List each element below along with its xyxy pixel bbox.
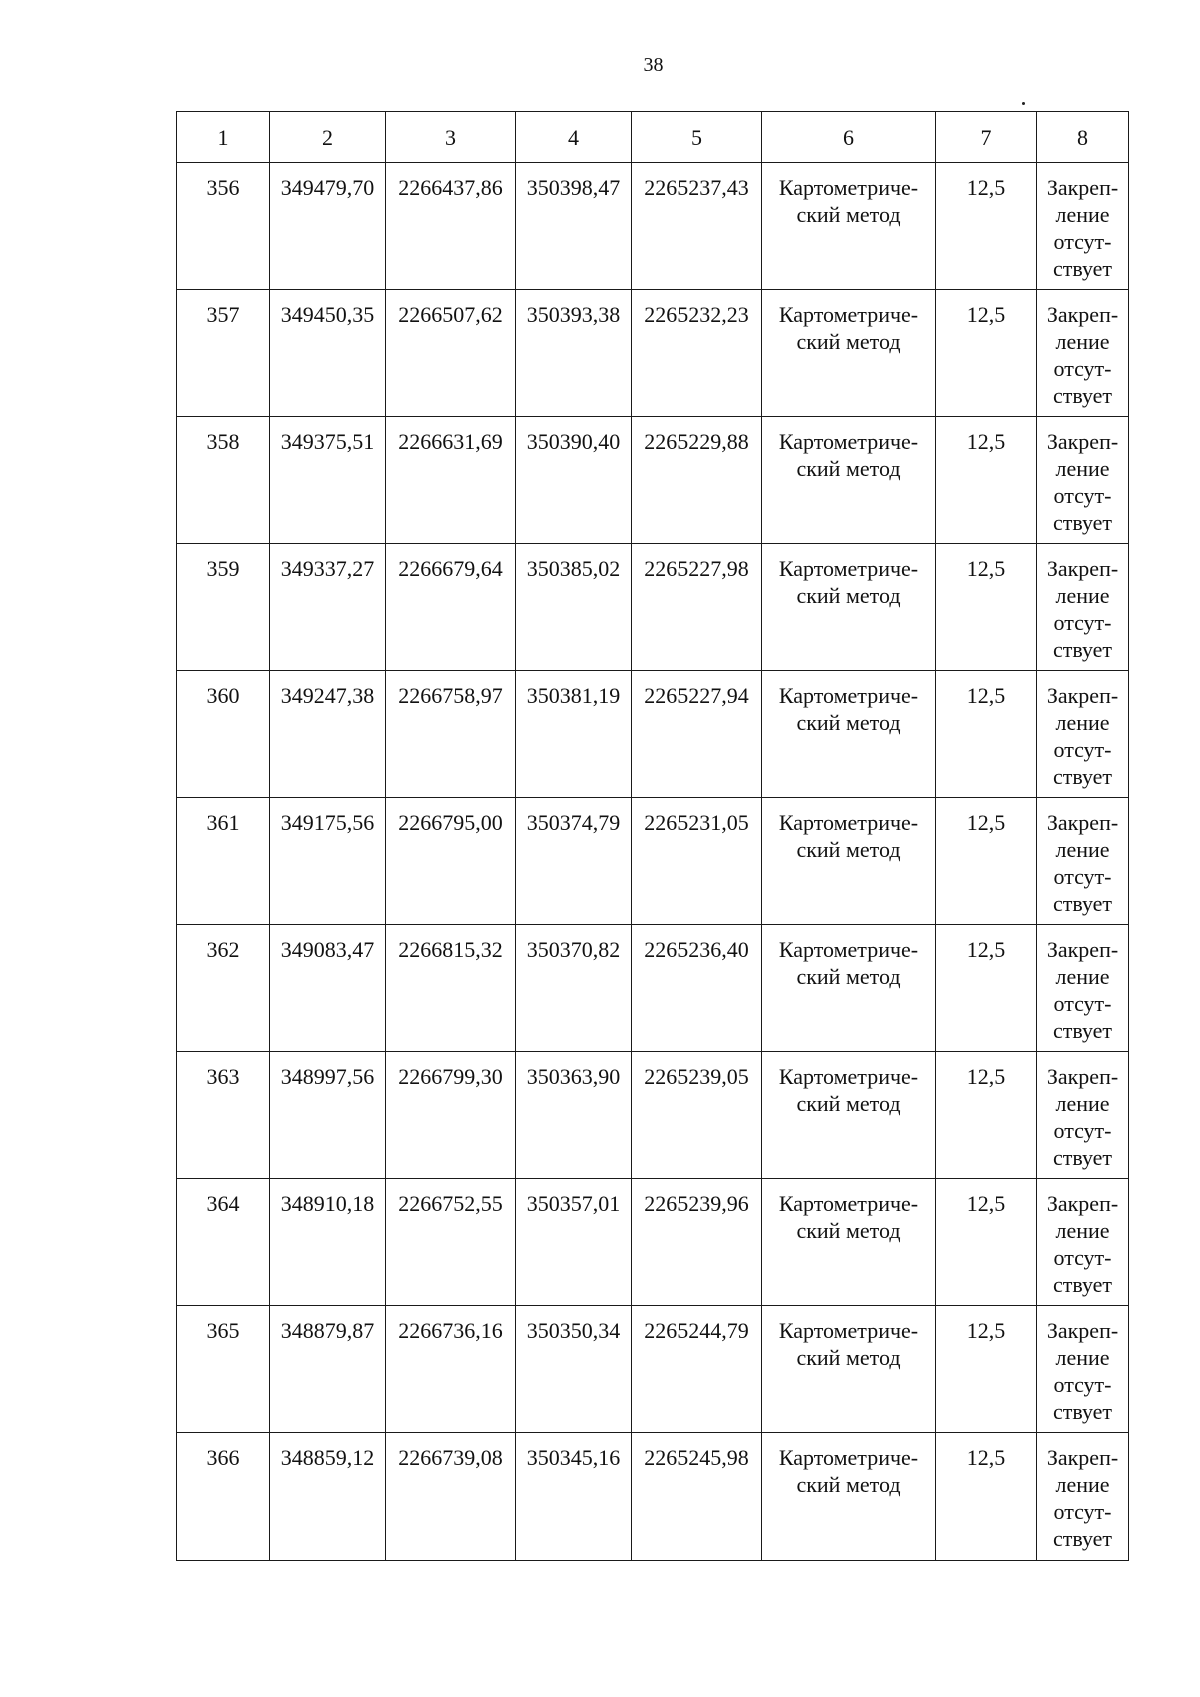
header-cell: 8 — [1037, 112, 1129, 163]
scan-dot — [1022, 102, 1025, 105]
fixation-cell: Закреп- ление отсут- ствует — [1037, 925, 1129, 1052]
accuracy-cell: 12,5 — [936, 798, 1037, 925]
table-row — [177, 798, 1129, 925]
method-cell: Картометриче- ский метод — [762, 1179, 936, 1306]
header-cell: 3 — [386, 112, 516, 163]
table-row — [177, 1306, 1129, 1433]
coordinates-table — [176, 111, 1129, 1561]
table-body — [177, 163, 1129, 1561]
method-cell: Картометриче- ский метод — [762, 1433, 936, 1561]
fixation-cell: Закреп- ление отсут- ствует — [1037, 798, 1129, 925]
y1-coordinate-cell: 2266507,62 — [386, 290, 516, 417]
header-cell: 4 — [516, 112, 632, 163]
header-row — [177, 112, 1129, 163]
point-number-cell: 357 — [177, 290, 270, 417]
point-number-cell: 358 — [177, 417, 270, 544]
accuracy-cell: 12,5 — [936, 1306, 1037, 1433]
table-row — [177, 925, 1129, 1052]
point-number-cell: 361 — [177, 798, 270, 925]
x2-coordinate-cell: 350390,40 — [516, 417, 632, 544]
table-row — [177, 163, 1129, 290]
x2-coordinate-cell: 350374,79 — [516, 798, 632, 925]
y2-coordinate-cell: 2265227,94 — [632, 671, 762, 798]
x2-coordinate-cell: 350381,19 — [516, 671, 632, 798]
point-number-cell: 360 — [177, 671, 270, 798]
x2-coordinate-cell: 350370,82 — [516, 925, 632, 1052]
header-cell: 6 — [762, 112, 936, 163]
point-number-cell: 366 — [177, 1433, 270, 1561]
y1-coordinate-cell: 2266799,30 — [386, 1052, 516, 1179]
accuracy-cell: 12,5 — [936, 417, 1037, 544]
fixation-cell: Закреп- ление отсут- ствует — [1037, 1179, 1129, 1306]
x1-coordinate-cell: 349450,35 — [270, 290, 386, 417]
method-cell: Картометриче- ский метод — [762, 163, 936, 290]
method-cell: Картометриче- ский метод — [762, 925, 936, 1052]
method-cell: Картометриче- ский метод — [762, 544, 936, 671]
x1-coordinate-cell: 349375,51 — [270, 417, 386, 544]
y1-coordinate-cell: 2266679,64 — [386, 544, 516, 671]
header-cell: 5 — [632, 112, 762, 163]
accuracy-cell: 12,5 — [936, 1433, 1037, 1561]
y2-coordinate-cell: 2265231,05 — [632, 798, 762, 925]
y2-coordinate-cell: 2265232,23 — [632, 290, 762, 417]
method-cell: Картометриче- ский метод — [762, 1052, 936, 1179]
point-number-cell: 356 — [177, 163, 270, 290]
x2-coordinate-cell: 350393,38 — [516, 290, 632, 417]
y1-coordinate-cell: 2266631,69 — [386, 417, 516, 544]
table-row — [177, 671, 1129, 798]
y2-coordinate-cell: 2265237,43 — [632, 163, 762, 290]
table-row — [177, 417, 1129, 544]
x2-coordinate-cell: 350345,16 — [516, 1433, 632, 1561]
fixation-cell: Закреп- ление отсут- ствует — [1037, 163, 1129, 290]
x1-coordinate-cell: 349083,47 — [270, 925, 386, 1052]
x1-coordinate-cell: 348997,56 — [270, 1052, 386, 1179]
accuracy-cell: 12,5 — [936, 1179, 1037, 1306]
y2-coordinate-cell: 2265236,40 — [632, 925, 762, 1052]
y2-coordinate-cell: 2265229,88 — [632, 417, 762, 544]
x2-coordinate-cell: 350385,02 — [516, 544, 632, 671]
table-row — [177, 1052, 1129, 1179]
x1-coordinate-cell: 349479,70 — [270, 163, 386, 290]
fixation-cell: Закреп- ление отсут- ствует — [1037, 671, 1129, 798]
y2-coordinate-cell: 2265239,96 — [632, 1179, 762, 1306]
table-row — [177, 290, 1129, 417]
y1-coordinate-cell: 2266736,16 — [386, 1306, 516, 1433]
y2-coordinate-cell: 2265227,98 — [632, 544, 762, 671]
point-number-cell: 359 — [177, 544, 270, 671]
y1-coordinate-cell: 2266437,86 — [386, 163, 516, 290]
table-row — [177, 544, 1129, 671]
fixation-cell: Закреп- ление отсут- ствует — [1037, 1052, 1129, 1179]
fixation-cell: Закреп- ление отсут- ствует — [1037, 290, 1129, 417]
method-cell: Картометриче- ский метод — [762, 671, 936, 798]
x2-coordinate-cell: 350357,01 — [516, 1179, 632, 1306]
accuracy-cell: 12,5 — [936, 925, 1037, 1052]
point-number-cell: 363 — [177, 1052, 270, 1179]
x1-coordinate-cell: 348859,12 — [270, 1433, 386, 1561]
y2-coordinate-cell: 2265245,98 — [632, 1433, 762, 1561]
x2-coordinate-cell: 350350,34 — [516, 1306, 632, 1433]
method-cell: Картометриче- ский метод — [762, 1306, 936, 1433]
y2-coordinate-cell: 2265244,79 — [632, 1306, 762, 1433]
accuracy-cell: 12,5 — [936, 163, 1037, 290]
accuracy-cell: 12,5 — [936, 290, 1037, 417]
fixation-cell: Закреп- ление отсут- ствует — [1037, 1433, 1129, 1561]
y1-coordinate-cell: 2266795,00 — [386, 798, 516, 925]
x1-coordinate-cell: 348910,18 — [270, 1179, 386, 1306]
x1-coordinate-cell: 348879,87 — [270, 1306, 386, 1433]
y1-coordinate-cell: 2266758,97 — [386, 671, 516, 798]
fixation-cell: Закреп- ление отсут- ствует — [1037, 1306, 1129, 1433]
table-row — [177, 1179, 1129, 1306]
header-cell: 7 — [936, 112, 1037, 163]
x2-coordinate-cell: 350398,47 — [516, 163, 632, 290]
y1-coordinate-cell: 2266752,55 — [386, 1179, 516, 1306]
fixation-cell: Закреп- ление отсут- ствует — [1037, 417, 1129, 544]
header-cell: 1 — [177, 112, 270, 163]
page-number: 38 — [643, 54, 664, 76]
header-cell: 2 — [270, 112, 386, 163]
method-cell: Картометриче- ский метод — [762, 417, 936, 544]
point-number-cell: 365 — [177, 1306, 270, 1433]
x1-coordinate-cell: 349175,56 — [270, 798, 386, 925]
accuracy-cell: 12,5 — [936, 671, 1037, 798]
x1-coordinate-cell: 349337,27 — [270, 544, 386, 671]
y1-coordinate-cell: 2266739,08 — [386, 1433, 516, 1561]
y2-coordinate-cell: 2265239,05 — [632, 1052, 762, 1179]
method-cell: Картометриче- ский метод — [762, 798, 936, 925]
y1-coordinate-cell: 2266815,32 — [386, 925, 516, 1052]
fixation-cell: Закреп- ление отсут- ствует — [1037, 544, 1129, 671]
accuracy-cell: 12,5 — [936, 1052, 1037, 1179]
accuracy-cell: 12,5 — [936, 544, 1037, 671]
point-number-cell: 362 — [177, 925, 270, 1052]
method-cell: Картометриче- ский метод — [762, 290, 936, 417]
x1-coordinate-cell: 349247,38 — [270, 671, 386, 798]
x2-coordinate-cell: 350363,90 — [516, 1052, 632, 1179]
point-number-cell: 364 — [177, 1179, 270, 1306]
table-row — [177, 1433, 1129, 1561]
